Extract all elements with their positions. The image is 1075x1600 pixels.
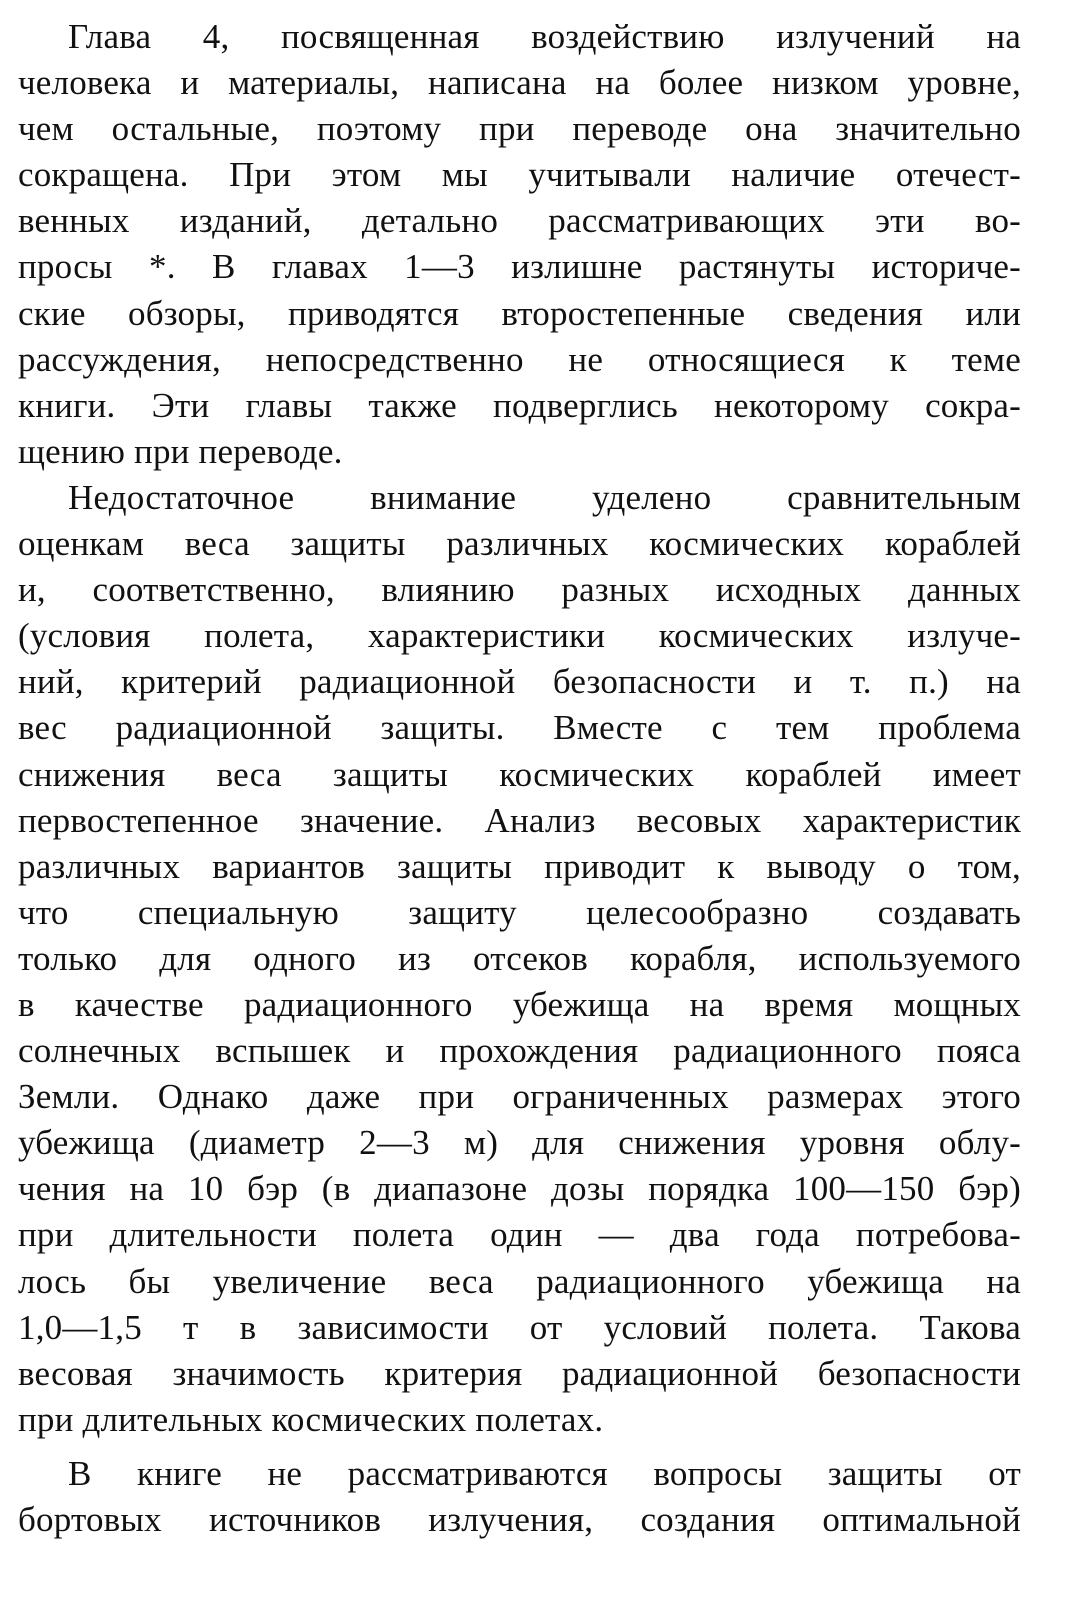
text-line: человека и материалы, написана на более низком уровне, [18, 63, 1021, 103]
text-line: ские обзоры, приводятся второстепенные сведения или [18, 293, 1021, 333]
text-line: рассуждения, непосредственно не относящиеся к теме [18, 339, 1021, 379]
text-line: при длительности полета один — два года потребова- [18, 1215, 1021, 1255]
paragraph-3 [18, 1451, 1021, 1543]
paragraph-1 [18, 14, 1021, 475]
text-line: щению при переводе. [18, 431, 343, 471]
text-line: Земли. Однако даже при ограниченных размерах этого [18, 1077, 1021, 1117]
text-line: первостепенное значение. Анализ весовых характеристик [18, 800, 1021, 840]
text-line: ний, критерий радиационной безопасности и т. п.) на [18, 662, 1021, 702]
text-line: лось бы увеличение веса радиационного убежища на [18, 1261, 1021, 1301]
text-line: (условия полета, характеристики космических излуче- [18, 616, 1021, 656]
text-line: просы *. В главах 1—3 излишне растянуты историче- [18, 247, 1021, 287]
document-page [18, 14, 1021, 1594]
text-line: только для одного из отсеков корабля, используемого [18, 938, 1021, 978]
text-line: и, соответственно, влиянию разных исходных данных [18, 570, 1021, 610]
text-line: различных вариантов защиты приводит к выводу о том, [18, 846, 1021, 886]
text-line: чения на 10 бэр (в диапазоне дозы порядка 100—150 бэр) [18, 1169, 1021, 1209]
text-line: в качестве радиационного убежища на время мощных [18, 984, 1021, 1024]
text-line: весовая значимость критерия радиационной безопасности [18, 1353, 1021, 1393]
text-line: венных изданий, детально рассматривающих эти во- [18, 201, 1021, 241]
text-line: Недостаточное внимание уделено сравнительным [68, 477, 1021, 517]
text-line: убежища (диаметр 2—3 м) для снижения уровня облу- [18, 1123, 1021, 1163]
text-line: чем остальные, поэтому при переводе она значительно [18, 109, 1021, 149]
text-line: 1,0—1,5 т в зависимости от условий полета. Такова [18, 1307, 1021, 1347]
text-line: оценкам веса защиты различных космических кораблей [18, 524, 1021, 564]
paragraph-spacer [18, 1443, 1021, 1451]
text-line: при длительных космических полетах. [18, 1399, 604, 1439]
text-line: солнечных вспышек и прохождения радиационного пояса [18, 1031, 1021, 1071]
text-line: снижения веса защиты космических кораблей имеет [18, 754, 1021, 794]
text-line: что специальную защиту целесообразно создавать [18, 892, 1021, 932]
text-line: книги. Эти главы также подверглись некоторому сокра- [18, 385, 1021, 425]
text-line: Глава 4, посвященная воздействию излучений на [68, 17, 1021, 56]
text-line: бортовых источников излучения, создания оптимальной [18, 1500, 1021, 1539]
text-line: вес радиационной защиты. Вместе с тем проблема [18, 708, 1021, 748]
text-line: сокращена. При этом мы учитывали наличие отечест- [18, 155, 1021, 195]
text-line: В книге не рассматриваются вопросы защиты от [68, 1453, 1021, 1493]
paragraph-2 [18, 475, 1021, 1443]
